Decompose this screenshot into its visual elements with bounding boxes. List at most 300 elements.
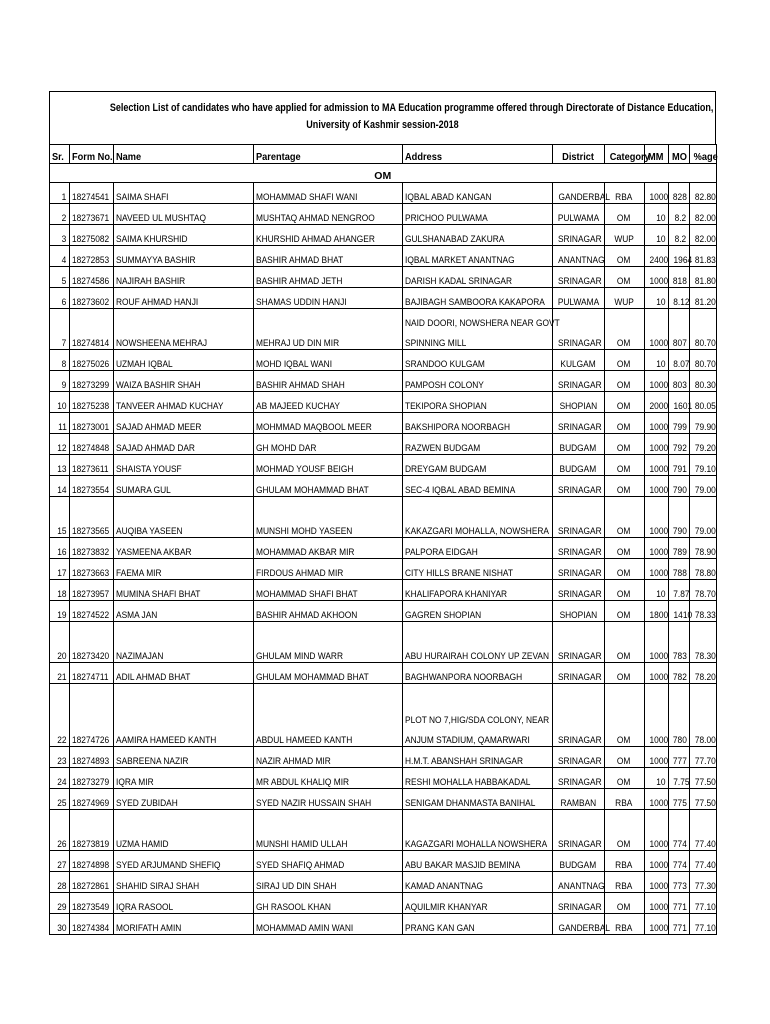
percentage-cell-text: 82.00 bbox=[694, 213, 716, 224]
mm-cell-text: 1000 bbox=[649, 798, 668, 809]
address-cell bbox=[402, 789, 552, 810]
mm-cell bbox=[644, 434, 668, 455]
address-cell bbox=[402, 476, 552, 497]
name-cell bbox=[113, 434, 253, 455]
address-cell bbox=[402, 434, 552, 455]
category-cell-text: RBA bbox=[615, 881, 633, 892]
mm-cell-text: 2400 bbox=[649, 255, 668, 266]
address-cell bbox=[402, 768, 552, 789]
form-no-cell bbox=[69, 309, 113, 350]
address-cell-text: IQBAL MARKET ANANTNAG bbox=[404, 255, 515, 266]
category-cell bbox=[604, 204, 644, 225]
mo-cell bbox=[668, 684, 689, 747]
percentage-cell-text: 77.50 bbox=[694, 777, 716, 788]
percentage-cell bbox=[689, 434, 716, 455]
category-cell bbox=[604, 455, 644, 476]
mo-cell-text: 789 bbox=[672, 547, 687, 558]
form-no-cell-text: 18273279 bbox=[71, 777, 109, 788]
name-cell-text: UZMA HAMID bbox=[115, 839, 168, 850]
district-cell bbox=[552, 851, 604, 872]
mm-cell-text: 1000 bbox=[649, 860, 668, 871]
mo-cell bbox=[668, 768, 689, 789]
mo-cell bbox=[668, 267, 689, 288]
category-cell bbox=[604, 246, 644, 267]
category-cell-text: OM bbox=[617, 672, 631, 683]
mm-cell bbox=[644, 371, 668, 392]
category-cell bbox=[604, 810, 644, 851]
form-no-cell-text: 18273554 bbox=[71, 485, 109, 496]
name-cell-text: NAZIMAJAN bbox=[115, 651, 163, 662]
address-cell bbox=[402, 183, 552, 204]
parentage-cell-text: GHULAM MIND WARR bbox=[255, 651, 343, 662]
name-cell bbox=[113, 392, 253, 413]
table-row bbox=[50, 601, 716, 622]
sr-cell bbox=[50, 288, 69, 309]
mm-cell-text: 1000 bbox=[649, 881, 668, 892]
col-header-sr: Sr. bbox=[50, 145, 69, 164]
percentage-cell-text: 77.40 bbox=[694, 860, 716, 871]
parentage-cell-text: MUNSHI HAMID ULLAH bbox=[255, 839, 348, 850]
form-no-cell-text: 18273957 bbox=[71, 589, 109, 600]
parentage-cell-text: SYED NAZIR HUSSAIN SHAH bbox=[255, 798, 371, 809]
name-cell bbox=[113, 559, 253, 580]
form-no-cell-text: 18274726 bbox=[71, 735, 109, 746]
mo-cell-text: 783 bbox=[672, 651, 687, 662]
sr-cell bbox=[50, 789, 69, 810]
address-cell bbox=[402, 392, 552, 413]
name-cell-text: NAVEED UL MUSHTAQ bbox=[115, 213, 206, 224]
mo-cell-text: 782 bbox=[672, 672, 687, 683]
category-cell-text: OM bbox=[617, 651, 631, 662]
form-no-cell bbox=[69, 476, 113, 497]
percentage-cell-text: 79.90 bbox=[694, 422, 716, 433]
sr-cell-text: 11 bbox=[57, 422, 67, 433]
name-cell-text: SAJAD AHMAD MEER bbox=[115, 422, 201, 433]
category-cell-text: OM bbox=[617, 213, 631, 224]
parentage-cell-text: MR ABDUL KHALIQ MIR bbox=[255, 777, 349, 788]
mm-cell bbox=[644, 246, 668, 267]
sr-cell-text: 27 bbox=[57, 860, 67, 871]
sr-cell bbox=[50, 768, 69, 789]
name-cell bbox=[113, 476, 253, 497]
mo-cell-text: 777 bbox=[672, 756, 687, 767]
sr-cell bbox=[50, 246, 69, 267]
category-cell-text: WUP bbox=[614, 297, 634, 308]
name-cell bbox=[113, 538, 253, 559]
district-cell bbox=[552, 789, 604, 810]
category-cell-text: OM bbox=[617, 422, 631, 433]
name-cell-text: MORIFATH AMIN bbox=[115, 923, 181, 934]
percentage-cell bbox=[689, 267, 716, 288]
address-cell bbox=[402, 851, 552, 872]
percentage-cell-text: 81.20 bbox=[694, 297, 716, 308]
sr-cell bbox=[50, 371, 69, 392]
sr-cell-text: 3 bbox=[61, 234, 67, 245]
name-cell bbox=[113, 288, 253, 309]
name-cell-text: ASMA JAN bbox=[115, 610, 157, 621]
category-cell-text: OM bbox=[617, 547, 631, 558]
table-row bbox=[50, 183, 716, 204]
sr-cell bbox=[50, 747, 69, 768]
percentage-cell bbox=[689, 914, 716, 935]
form-no-cell-text: 18274384 bbox=[71, 923, 109, 934]
category-cell-text: RBA bbox=[615, 860, 633, 871]
table-row bbox=[50, 371, 716, 392]
mo-cell-text: 1410 bbox=[673, 610, 692, 621]
table-row bbox=[50, 893, 716, 914]
name-cell bbox=[113, 810, 253, 851]
mm-cell bbox=[644, 914, 668, 935]
address-cell bbox=[402, 350, 552, 371]
name-cell-text: SHAHID SIRAJ SHAH bbox=[115, 881, 199, 892]
sr-cell-text: 12 bbox=[57, 443, 67, 454]
mo-cell bbox=[668, 434, 689, 455]
category-cell bbox=[604, 872, 644, 893]
name-cell-text: SUMMAYYA BASHIR bbox=[115, 255, 196, 266]
category-cell-text: OM bbox=[617, 589, 631, 600]
parentage-cell bbox=[253, 392, 402, 413]
form-no-cell-text: 18274898 bbox=[71, 860, 109, 871]
mm-cell-text: 1000 bbox=[649, 192, 668, 203]
percentage-cell-text: 78.30 bbox=[694, 651, 716, 662]
form-no-cell bbox=[69, 267, 113, 288]
percentage-cell bbox=[689, 893, 716, 914]
district-cell-text: PULWAMA bbox=[557, 213, 599, 224]
address-cell bbox=[402, 309, 560, 350]
mo-cell bbox=[668, 747, 689, 768]
category-cell bbox=[604, 851, 644, 872]
district-cell bbox=[552, 288, 604, 309]
name-cell bbox=[113, 246, 253, 267]
mm-cell bbox=[644, 455, 668, 476]
form-no-cell-text: 18273819 bbox=[71, 839, 109, 850]
name-cell bbox=[113, 350, 253, 371]
parentage-cell-text: FIRDOUS AHMAD MIR bbox=[255, 568, 343, 579]
col-header-parentage: Parentage bbox=[253, 145, 402, 164]
parentage-cell bbox=[253, 559, 402, 580]
district-cell bbox=[552, 914, 610, 935]
category-cell-text: OM bbox=[617, 777, 631, 788]
table-row bbox=[50, 851, 716, 872]
table-row bbox=[50, 434, 716, 455]
category-cell bbox=[604, 434, 644, 455]
mm-cell-text: 1000 bbox=[649, 380, 668, 391]
district-cell bbox=[552, 663, 604, 684]
address-cell-text: PRANG KAN GAN bbox=[404, 923, 475, 934]
name-cell-text: IQRA MIR bbox=[115, 777, 154, 788]
name-cell bbox=[113, 684, 253, 747]
mm-cell bbox=[644, 288, 668, 309]
percentage-cell bbox=[689, 246, 716, 267]
percentage-cell bbox=[689, 350, 716, 371]
parentage-cell-text: SYED SHAFIQ AHMAD bbox=[255, 860, 344, 871]
address-cell-text: DREYGAM BUDGAM bbox=[404, 464, 486, 475]
parentage-cell-text: AB MAJEED KUCHAY bbox=[255, 401, 340, 412]
address-cell bbox=[402, 497, 552, 538]
selection-list-sheet bbox=[49, 91, 716, 935]
form-no-cell bbox=[69, 497, 113, 538]
mm-cell-text: 1000 bbox=[649, 547, 668, 558]
mo-cell-text: 790 bbox=[672, 485, 687, 496]
col-header-name: Name bbox=[113, 145, 253, 164]
category-cell bbox=[604, 225, 644, 246]
sr-cell-text: 9 bbox=[61, 380, 67, 391]
mm-cell-text: 1000 bbox=[649, 735, 668, 746]
mm-cell bbox=[644, 747, 668, 768]
form-no-cell-text: 18274711 bbox=[71, 672, 109, 683]
district-cell-text: SRINAGAR bbox=[557, 485, 602, 496]
address-cell bbox=[402, 288, 552, 309]
table-row bbox=[50, 914, 716, 935]
parentage-cell bbox=[253, 267, 402, 288]
percentage-cell bbox=[689, 872, 716, 893]
mo-cell bbox=[668, 371, 689, 392]
category-cell bbox=[604, 768, 644, 789]
sr-cell bbox=[50, 204, 69, 225]
percentage-cell-text: 80.70 bbox=[694, 338, 716, 349]
mm-cell bbox=[644, 413, 668, 434]
mo-cell bbox=[668, 810, 689, 851]
parentage-cell-text: MOHAMMAD AKBAR MIR bbox=[255, 547, 354, 558]
percentage-cell bbox=[689, 810, 716, 851]
percentage-cell-text: 81.80 bbox=[694, 276, 716, 287]
parentage-cell-text: MOHAMMAD SHAFI BHAT bbox=[255, 589, 358, 600]
address-cell-text: KAGAZGARI MOHALLA NOWSHERA bbox=[404, 839, 547, 850]
form-no-cell bbox=[69, 413, 113, 434]
form-no-cell bbox=[69, 789, 113, 810]
percentage-cell bbox=[689, 455, 716, 476]
mo-cell-text: 792 bbox=[672, 443, 687, 454]
form-no-cell-text: 18273420 bbox=[71, 651, 109, 662]
category-cell-text: RBA bbox=[615, 192, 633, 203]
mo-cell-text: 818 bbox=[672, 276, 687, 287]
mm-cell-text: 1000 bbox=[649, 839, 668, 850]
district-cell-text: GANDERBAL bbox=[558, 192, 610, 203]
percentage-cell bbox=[689, 789, 716, 810]
percentage-cell-text: 79.00 bbox=[694, 485, 716, 496]
name-cell-text: ADIL AHMAD BHAT bbox=[115, 672, 190, 683]
percentage-cell-text: 81.83 bbox=[694, 255, 716, 266]
category-cell-text: WUP bbox=[614, 234, 634, 245]
district-cell-text: SRINAGAR bbox=[557, 777, 602, 788]
mm-cell-text: 1000 bbox=[649, 568, 668, 579]
mm-cell-text: 1000 bbox=[649, 443, 668, 454]
percentage-cell bbox=[689, 747, 716, 768]
parentage-cell-text: MOHMAD YOUSF BEIGH bbox=[255, 464, 353, 475]
district-cell bbox=[552, 559, 604, 580]
district-cell bbox=[552, 684, 604, 747]
percentage-cell bbox=[689, 622, 716, 663]
parentage-cell-text: ABDUL HAMEED KANTH bbox=[255, 735, 352, 746]
category-cell bbox=[604, 663, 644, 684]
candidates-table bbox=[50, 144, 717, 935]
form-no-cell bbox=[69, 893, 113, 914]
percentage-cell-text: 77.10 bbox=[694, 902, 716, 913]
sr-cell bbox=[50, 497, 69, 538]
category-cell bbox=[604, 893, 644, 914]
category-cell-text: OM bbox=[617, 380, 631, 391]
address-cell-text: KAMAD ANANTNAG bbox=[404, 881, 483, 892]
district-cell-text: SRINAGAR bbox=[557, 547, 602, 558]
district-cell-text: SRINAGAR bbox=[557, 526, 602, 537]
mm-cell bbox=[644, 768, 668, 789]
category-cell-text: OM bbox=[617, 443, 631, 454]
parentage-cell-text: NAZIR AHMAD MIR bbox=[255, 756, 331, 767]
mo-cell bbox=[668, 246, 692, 267]
mm-cell-text: 10 bbox=[656, 359, 666, 370]
address-cell-text: GULSHANABAD ZAKURA bbox=[404, 234, 504, 245]
parentage-cell-text: GH RASOOL KHAN bbox=[255, 902, 331, 913]
sr-cell-text: 5 bbox=[61, 276, 67, 287]
percentage-cell bbox=[689, 851, 716, 872]
sr-cell bbox=[50, 559, 69, 580]
district-cell-text: GANDERBAL bbox=[558, 923, 610, 934]
name-cell-text: AAMIRA HAMEED KANTH bbox=[115, 735, 216, 746]
table-row bbox=[50, 747, 716, 768]
form-no-cell-text: 18273611 bbox=[71, 464, 109, 475]
mo-cell-text: 771 bbox=[672, 902, 687, 913]
district-cell bbox=[552, 622, 604, 663]
mm-cell-text: 10 bbox=[656, 213, 666, 224]
mo-cell bbox=[668, 559, 689, 580]
parentage-cell bbox=[253, 288, 402, 309]
parentage-cell bbox=[253, 476, 402, 497]
district-cell bbox=[552, 580, 604, 601]
percentage-cell bbox=[689, 684, 716, 747]
sr-cell-text: 26 bbox=[57, 839, 67, 850]
form-no-cell bbox=[69, 663, 113, 684]
address-cell bbox=[402, 747, 552, 768]
sr-cell bbox=[50, 851, 69, 872]
sr-cell-text: 15 bbox=[57, 526, 67, 537]
name-cell-text: IQRA RASOOL bbox=[115, 902, 173, 913]
parentage-cell-text: GHULAM MOHAMMAD BHAT bbox=[255, 485, 369, 496]
mo-cell-text: 8.07 bbox=[672, 359, 689, 370]
address-cell-text: AQUILMIR KHANYAR bbox=[404, 902, 488, 913]
col-header-form-no: Form No. bbox=[69, 145, 113, 164]
mo-cell-text: 7.75 bbox=[672, 777, 689, 788]
name-cell-text: TANVEER AHMAD KUCHAY bbox=[115, 401, 223, 412]
form-no-cell bbox=[69, 851, 113, 872]
percentage-cell bbox=[689, 371, 716, 392]
form-no-cell bbox=[69, 288, 113, 309]
name-cell bbox=[113, 413, 253, 434]
mm-cell bbox=[644, 601, 668, 622]
mo-cell bbox=[668, 580, 689, 601]
form-no-cell bbox=[69, 559, 113, 580]
parentage-cell-text: KHURSHID AHMAD AHANGER bbox=[255, 234, 375, 245]
table-row bbox=[50, 768, 716, 789]
mm-cell-text: 1800 bbox=[649, 610, 668, 621]
table-row bbox=[50, 663, 716, 684]
category-cell-text: OM bbox=[617, 359, 631, 370]
district-cell bbox=[552, 350, 604, 371]
address-cell bbox=[402, 371, 552, 392]
district-cell bbox=[552, 768, 604, 789]
sr-cell bbox=[50, 392, 69, 413]
address-cell-text: PAMPOSH COLONY bbox=[404, 380, 484, 391]
sr-cell-text: 22 bbox=[57, 735, 67, 746]
percentage-cell bbox=[689, 288, 716, 309]
mm-cell-text: 10 bbox=[656, 777, 666, 788]
table-row bbox=[50, 789, 716, 810]
district-cell-text: KULGAM bbox=[560, 359, 596, 370]
district-cell-text: BUDGAM bbox=[559, 860, 597, 871]
district-cell bbox=[552, 872, 604, 893]
table-row bbox=[50, 288, 716, 309]
address-cell bbox=[402, 580, 552, 601]
district-cell-text: SRINAGAR bbox=[557, 839, 602, 850]
mm-cell bbox=[644, 183, 668, 204]
sr-cell-text: 21 bbox=[57, 672, 67, 683]
percentage-cell-text: 78.80 bbox=[694, 568, 716, 579]
table-row bbox=[50, 872, 716, 893]
mo-cell bbox=[668, 622, 689, 663]
percentage-cell bbox=[689, 225, 716, 246]
mm-cell bbox=[644, 684, 668, 747]
form-no-cell bbox=[69, 768, 113, 789]
address-cell-text: RAZWEN BUDGAM bbox=[404, 443, 480, 454]
category-cell bbox=[604, 413, 644, 434]
table-row bbox=[50, 413, 716, 434]
mo-cell-text: 828 bbox=[672, 192, 687, 203]
address-cell-text: IQBAL ABAD KANGAN bbox=[404, 192, 492, 203]
parentage-cell bbox=[253, 204, 402, 225]
category-cell bbox=[604, 747, 644, 768]
name-cell bbox=[113, 183, 253, 204]
category-cell bbox=[604, 350, 644, 371]
parentage-cell bbox=[253, 601, 402, 622]
name-cell bbox=[113, 914, 253, 935]
parentage-cell bbox=[253, 350, 402, 371]
mo-cell bbox=[668, 893, 689, 914]
name-cell bbox=[113, 851, 253, 872]
mm-cell bbox=[644, 622, 668, 663]
address-cell-text: TEKIPORA SHOPIAN bbox=[404, 401, 487, 412]
sr-cell bbox=[50, 663, 69, 684]
name-cell bbox=[113, 204, 253, 225]
parentage-cell-text: GH MOHD DAR bbox=[255, 443, 316, 454]
name-cell-text: SYED ARJUMAND SHEFIQ bbox=[115, 860, 221, 871]
district-cell-text: ANANTNAG bbox=[557, 255, 605, 266]
category-cell bbox=[604, 601, 644, 622]
district-cell-text: SRINAGAR bbox=[557, 568, 602, 579]
sr-cell bbox=[50, 810, 69, 851]
mo-cell bbox=[668, 204, 689, 225]
mo-cell bbox=[668, 350, 689, 371]
sr-cell bbox=[50, 267, 69, 288]
name-cell bbox=[113, 309, 253, 350]
mo-cell-text: 773 bbox=[672, 881, 687, 892]
form-no-cell-text: 18275026 bbox=[71, 359, 109, 370]
mm-cell-text: 1000 bbox=[649, 485, 668, 496]
form-no-cell-text: 18273602 bbox=[71, 297, 109, 308]
district-cell bbox=[552, 455, 604, 476]
mo-cell-text: 774 bbox=[672, 860, 687, 871]
form-no-cell bbox=[69, 350, 113, 371]
district-cell-text: SRINAGAR bbox=[557, 234, 602, 245]
category-cell bbox=[604, 789, 644, 810]
mm-cell-text: 2000 bbox=[649, 401, 668, 412]
form-no-cell bbox=[69, 538, 113, 559]
form-no-cell bbox=[69, 204, 113, 225]
district-cell bbox=[552, 747, 604, 768]
mo-cell-text: 788 bbox=[672, 568, 687, 579]
address-cell bbox=[402, 204, 552, 225]
district-cell-text: RAMBAN bbox=[560, 798, 596, 809]
header-row bbox=[50, 145, 716, 164]
mo-cell-text: 771 bbox=[672, 923, 687, 934]
